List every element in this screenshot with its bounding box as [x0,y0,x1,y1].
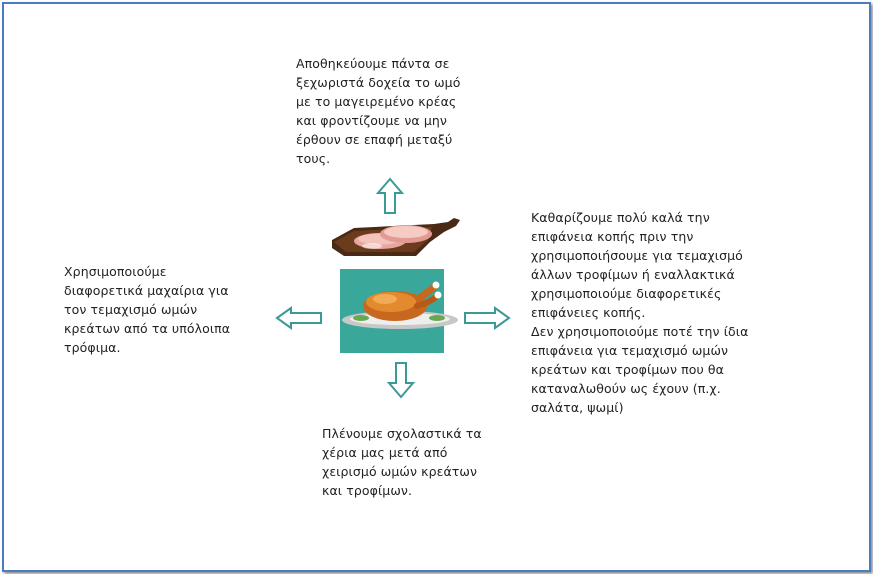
top-text: Αποθηκεύουμε πάντα σε ξεχωριστά δοχεία το ωμό με το μαγειρεμένο κρέας και φροντίζουμε να μην έρθουν σε επαφή μεταξύ τους. [296,56,461,166]
left-text: Χρησιμοποιούμε διαφορετικά μαχαίρια για τον τεμαχισμό ωμών κρεάτων από τα υπόλοιπα τρόφιμα. [64,264,231,355]
arrow-up-icon [377,178,403,214]
right-text-separate-surface: Δεν χρησιμοποιούμε ποτέ την ίδια επιφάνεια για τεμαχισμό ωμών κρεάτων και τροφίμων που θα καταναλωθούν ως έχουν (π.χ. σαλάτα, ψωμί) [531,324,749,415]
arrow-right-icon [464,307,510,329]
raw-meat-board-icon [330,212,462,258]
right-text-cutting-board: Καθαρίζουμε πολύ καλά την επιφάνεια κοπής πριν την χρησιμοποιήσουμε για τεμαχισμό άλλων τροφίμων ή εναλλακτικά χρησιμοποιούμε διαφορετικές επιφάνειες κοπής. [531,210,743,320]
arrow-down-icon [388,362,414,398]
arrow-left-icon [276,307,322,329]
bottom-text: Πλένουμε σχολαστικά τα χέρια μας μετά από χειρισμό ωμών κρεάτων και τροφίμων. [322,426,482,498]
roast-chicken-icon [339,268,459,354]
